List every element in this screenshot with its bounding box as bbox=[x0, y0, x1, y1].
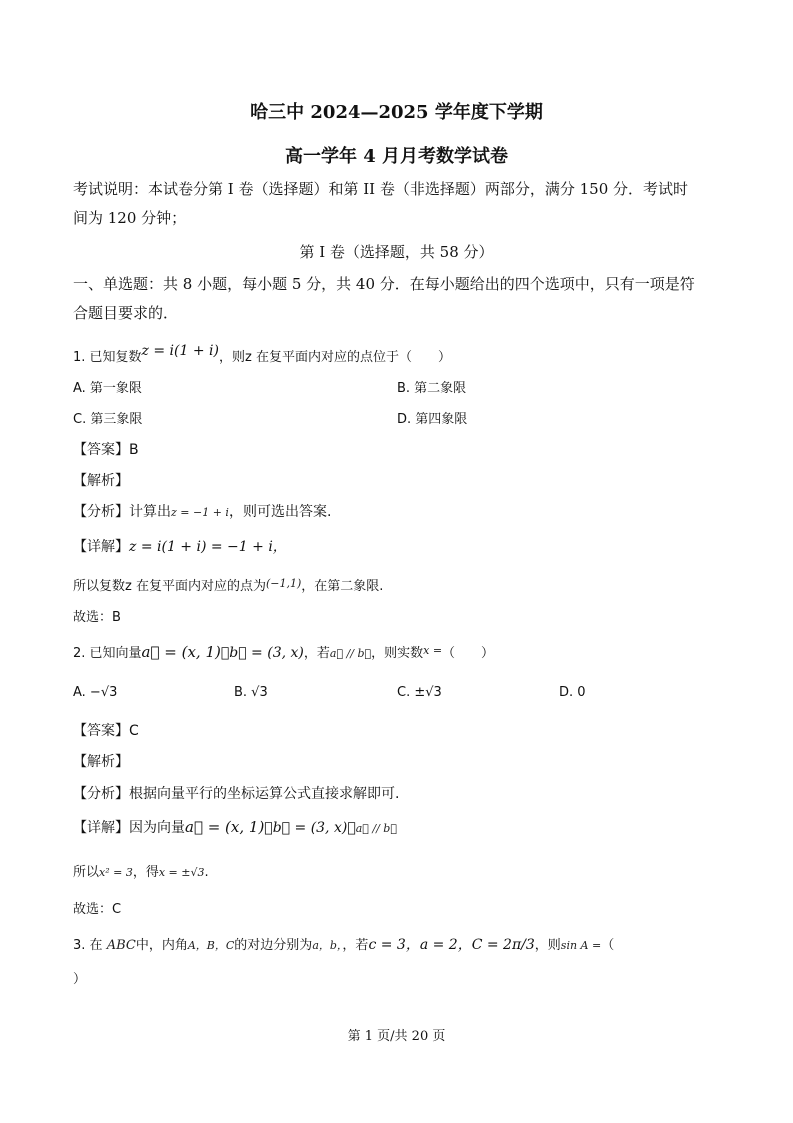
q2-analysis-label: 【解析】 bbox=[73, 754, 129, 770]
q1-conclusion-prefix: 所以复数z 在复平面内对应的点为 bbox=[73, 579, 266, 594]
q3-stem-prefix: 3. 在 bbox=[73, 938, 103, 953]
q3-stem-paren-close: ） bbox=[73, 972, 87, 987]
q2-conclusion bbox=[73, 861, 209, 880]
q2-conclusion-math2: x = ±√3 bbox=[158, 866, 205, 879]
q1-stem-prefix: 1. 已知复数 bbox=[73, 350, 142, 365]
q3-stem-mid4: ，则 bbox=[534, 938, 561, 953]
q2-option-c: C. ±√3 bbox=[397, 685, 442, 700]
q1-option-c: C. 第三象限 bbox=[73, 412, 143, 427]
q2-fenxi: 【分析】根据向量平行的坐标运算公式直接求解即可. bbox=[73, 786, 400, 802]
q2-answer: 【答案】C bbox=[73, 723, 139, 739]
q3-stem-math-cond: c = 3，a = 2，C = 2π/3 bbox=[368, 937, 535, 953]
q2-detail bbox=[73, 817, 397, 837]
instructions-line2: 间为 120 分钟； bbox=[73, 209, 187, 227]
q1-answer: 【答案】B bbox=[73, 442, 139, 458]
q1-detail bbox=[73, 536, 287, 556]
q1-fenxi-prefix: 【分析】计算出 bbox=[73, 504, 171, 520]
q3-stem-math-sin: sin A = bbox=[560, 939, 602, 952]
q2-conclusion-mid: ，得 bbox=[132, 865, 159, 880]
section-desc-line2: 合题目要求的． bbox=[73, 304, 179, 322]
q2-option-b: B. √3 bbox=[234, 685, 268, 700]
q1-fenxi-suffix: ，则可选出答案. bbox=[228, 504, 332, 520]
q2-stem-paren: （ ） bbox=[442, 646, 495, 661]
q2-stem-math-x: x = bbox=[423, 644, 443, 657]
exam-title-line2: 高一学年 4 月月考数学试卷 bbox=[284, 146, 509, 167]
q3-stem bbox=[73, 934, 614, 954]
q1-stem bbox=[73, 343, 451, 365]
q2-stem-math-b: ，b⃗ = (3, x) bbox=[220, 645, 304, 661]
q2-detail-math-par: a⃗ // b⃗ bbox=[355, 822, 397, 835]
instructions-line1: 考试说明：本试卷分第 I 卷（选择题）和第 II 卷（非选择题）两部分，满分 150 分．考试时 bbox=[73, 180, 689, 198]
q2-detail-math-b: ，b⃗ = (3, x)， bbox=[264, 820, 356, 836]
q2-option-a: A. −√3 bbox=[73, 685, 118, 700]
page-footer: 第 1 页/共 20 页 bbox=[347, 1029, 446, 1044]
q3-stem-math-sides: a，b， bbox=[312, 939, 343, 952]
q3-stem-math-angles: A，B，C bbox=[187, 939, 235, 952]
q1-option-a: A. 第一象限 bbox=[73, 381, 142, 396]
q1-choice: 故选：B bbox=[73, 610, 121, 625]
q2-stem-suffix: ，则实数 bbox=[371, 646, 424, 661]
q2-detail-prefix: 【详解】因为向量 bbox=[73, 820, 185, 836]
q1-fenxi bbox=[73, 501, 331, 521]
q3-stem-paren-open: （ bbox=[601, 938, 615, 953]
q1-detail-prefix: 【详解】 bbox=[73, 539, 129, 555]
q3-stem-mid3: ，若 bbox=[342, 938, 369, 953]
q2-choice: 故选：C bbox=[73, 902, 122, 917]
q1-fenxi-math: z = −1 + i bbox=[171, 506, 229, 519]
exam-title-line1: 哈三中 2024—2025 学年度下学期 bbox=[250, 102, 543, 123]
q2-stem-math-a: a⃗ = (x, 1) bbox=[141, 643, 221, 661]
q1-analysis-label: 【解析】 bbox=[73, 473, 129, 489]
q2-conclusion-math1: x² = 3 bbox=[99, 866, 133, 879]
q1-conclusion-math: (−1,1) bbox=[265, 577, 302, 590]
q3-stem-math-abc: ABC bbox=[106, 938, 136, 953]
q2-stem-prefix: 2. 已知向量 bbox=[73, 646, 142, 661]
q2-conclusion-prefix: 所以 bbox=[73, 865, 100, 880]
q2-conclusion-suffix: . bbox=[204, 865, 209, 880]
q3-stem-mid2: 的对边分别为 bbox=[234, 938, 313, 953]
q1-option-d: D. 第四象限 bbox=[397, 412, 468, 427]
q3-stem-mid1: 中，内角 bbox=[135, 938, 188, 953]
q1-conclusion bbox=[73, 575, 383, 594]
q1-stem-suffix: ，则z 在复平面内对应的点位于（ ） bbox=[218, 350, 451, 365]
q2-detail-math-a: a⃗ = (x, 1) bbox=[185, 818, 265, 836]
q1-conclusion-suffix: ，在第二象限. bbox=[301, 579, 384, 594]
q2-stem bbox=[73, 642, 494, 661]
q2-stem-mid: ，若 bbox=[303, 646, 330, 661]
q2-stem-math-par: a⃗ // b⃗ bbox=[329, 647, 372, 660]
q1-stem-math: z = i(1 + i) bbox=[141, 343, 219, 359]
q1-detail-math: z = i(1 + i) = −1 + i， bbox=[129, 539, 287, 555]
q1-option-b: B. 第二象限 bbox=[397, 381, 467, 396]
section-heading: 第 I 卷（选择题，共 58 分） bbox=[299, 243, 494, 261]
q2-option-d: D. 0 bbox=[559, 685, 586, 700]
section-desc-line1: 一、单选题：共 8 小题，每小题 5 分，共 40 分．在每小题给出的四个选项中，只有一项是符 bbox=[73, 275, 695, 293]
